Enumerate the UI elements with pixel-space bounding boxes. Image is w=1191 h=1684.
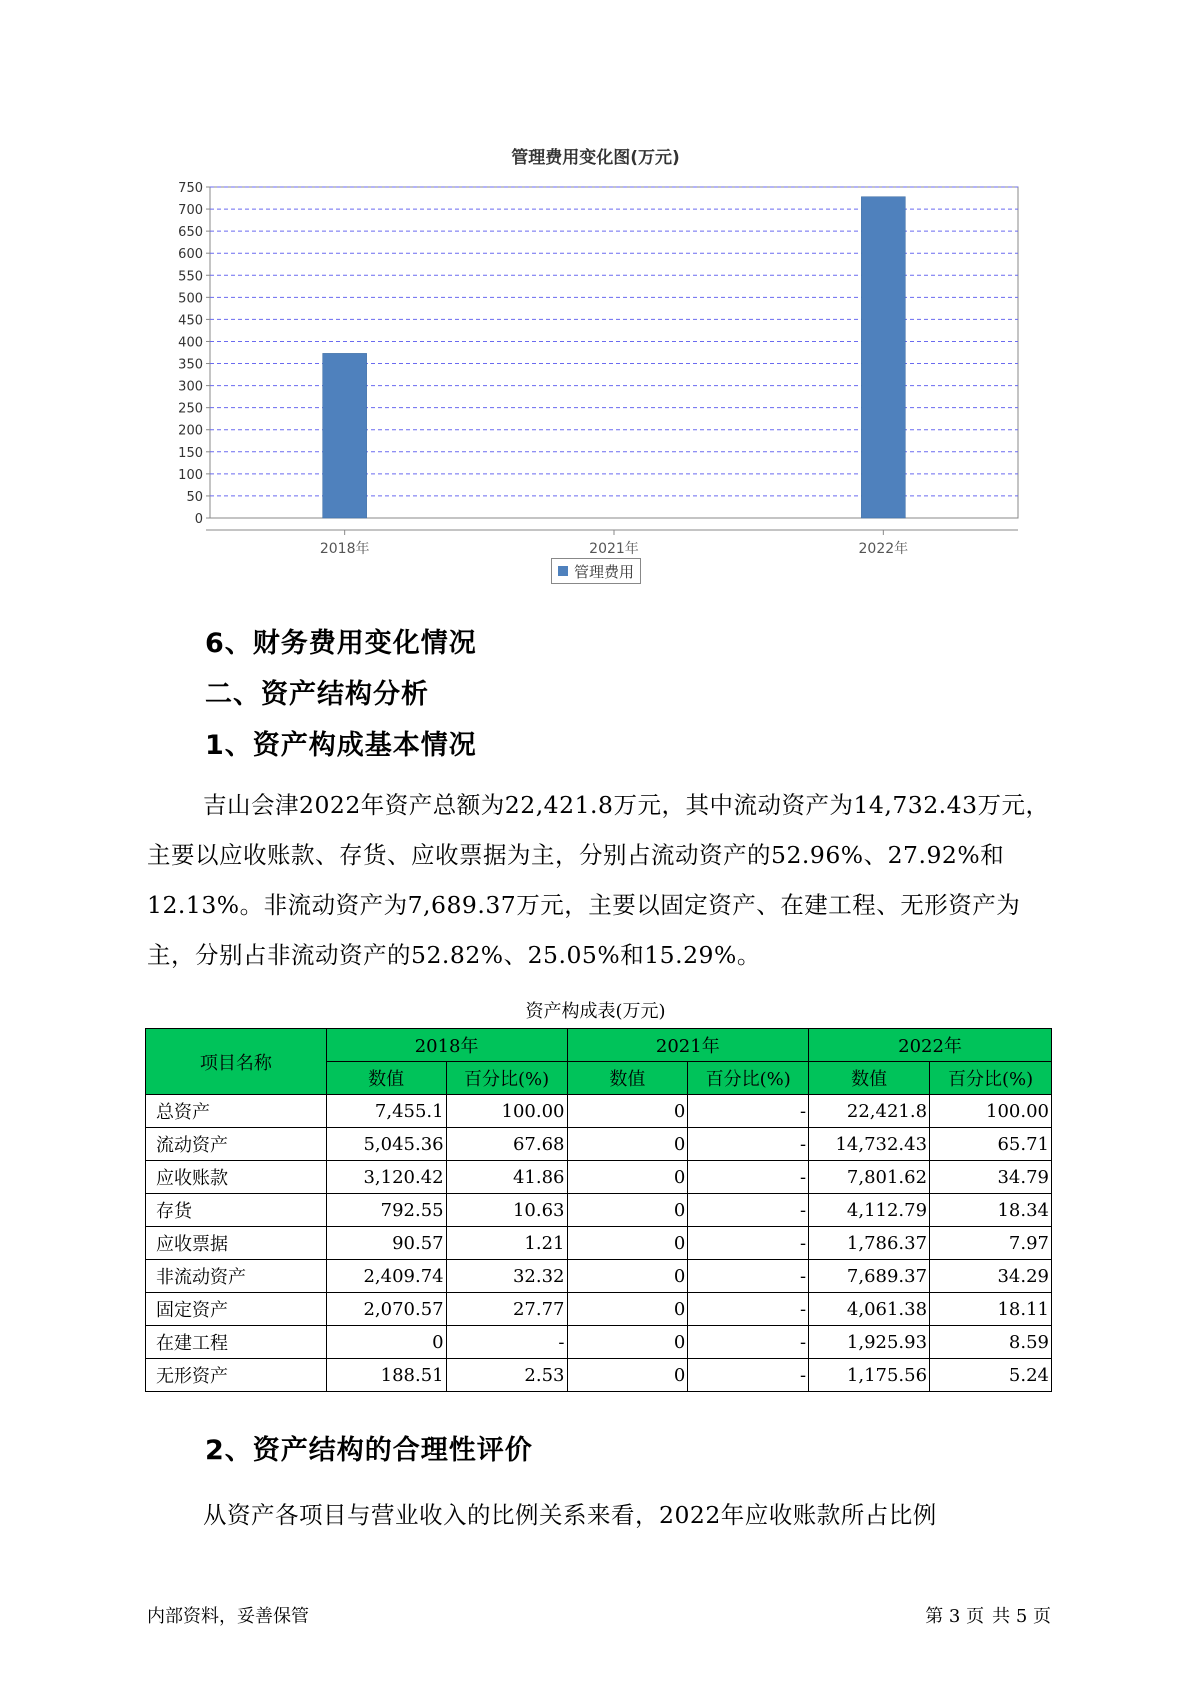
bar <box>861 197 905 518</box>
header-year: 2022年 <box>809 1029 1052 1062</box>
y-tick-label: 200 <box>178 423 203 439</box>
row-label: 存货 <box>146 1194 327 1227</box>
heading-asset-evaluation: 2、资产结构的合理性评价 <box>205 1435 533 1466</box>
y-tick-label: 400 <box>178 335 203 351</box>
cell-value: 0 <box>326 1326 446 1359</box>
cell-value: 1,925.93 <box>809 1326 930 1359</box>
cell-percent: 1.21 <box>446 1227 567 1260</box>
table-row <box>146 1359 1052 1392</box>
subheader-pct: 百分比(%) <box>688 1062 809 1095</box>
cell-value: 14,732.43 <box>809 1128 930 1161</box>
table-row <box>146 1227 1052 1260</box>
row-label: 流动资产 <box>146 1128 327 1161</box>
table-row <box>146 1128 1052 1161</box>
cell-value: 7,689.37 <box>809 1260 930 1293</box>
y-tick-label: 650 <box>178 225 203 241</box>
cell-value: 1,175.56 <box>809 1359 930 1392</box>
y-tick-label: 500 <box>178 291 203 307</box>
cell-value: 7,801.62 <box>809 1161 930 1194</box>
cell-percent: 7.97 <box>930 1227 1052 1260</box>
cell-percent: - <box>688 1161 809 1194</box>
cell-percent: - <box>446 1326 567 1359</box>
table-row <box>146 1293 1052 1326</box>
cell-value: 0 <box>567 1260 688 1293</box>
cell-percent: 34.79 <box>930 1161 1052 1194</box>
cell-percent: 32.32 <box>446 1260 567 1293</box>
cell-value: 5,045.36 <box>326 1128 446 1161</box>
table-row <box>146 1326 1052 1359</box>
cell-value: 0 <box>567 1326 688 1359</box>
cell-percent: - <box>688 1227 809 1260</box>
subheader-pct: 百分比(%) <box>930 1062 1052 1095</box>
paragraph-asset-summary: 吉山会津2022年资产总额为22,421.8万元，其中流动资产为14,732.43万元，主要以应收账款、存货、应收票据为主，分别占流动资产的52.96%、27.92%和12.13%。非流动资产为7,689.37万元，主要以固定资产、在建工程、无形资产为主，分别占非流动资产的52.82%、25.05%和15.29%。 <box>147 791 1050 969</box>
cell-value: 1,786.37 <box>809 1227 930 1260</box>
legend-label: 管理费用 <box>574 562 635 581</box>
row-label: 在建工程 <box>146 1326 327 1359</box>
paragraph-evaluation: 从资产各项目与营业收入的比例关系来看，2022年应收账款所占比例 <box>203 1501 937 1529</box>
subheader-value: 数值 <box>567 1062 688 1095</box>
heading-asset-structure: 二、资产结构分析 <box>205 679 429 710</box>
y-tick-label: 250 <box>178 401 203 417</box>
table-row <box>146 1194 1052 1227</box>
cell-value: 0 <box>567 1095 688 1128</box>
cell-percent: 34.29 <box>930 1260 1052 1293</box>
y-tick-label: 600 <box>178 247 203 263</box>
bar-chart <box>0 0 1191 600</box>
footer-page-info <box>925 1602 1051 1628</box>
y-tick-label: 700 <box>178 203 203 219</box>
cell-value: 0 <box>567 1359 688 1392</box>
cell-percent: 18.34 <box>930 1194 1052 1227</box>
y-tick-label: 450 <box>178 313 203 329</box>
cell-percent: - <box>688 1326 809 1359</box>
chart-title: 管理费用变化图(万元) <box>511 148 680 168</box>
cell-value: 22,421.8 <box>809 1095 930 1128</box>
y-tick-label: 150 <box>178 445 203 461</box>
cell-percent: 65.71 <box>930 1128 1052 1161</box>
table-caption: 资产构成表(万元) <box>525 1001 666 1022</box>
y-tick-label: 50 <box>186 489 203 505</box>
cell-percent: 41.86 <box>446 1161 567 1194</box>
cell-percent: 27.77 <box>446 1293 567 1326</box>
cell-value: 4,061.38 <box>809 1293 930 1326</box>
cell-value: 792.55 <box>326 1194 446 1227</box>
y-tick-label: 550 <box>178 269 203 285</box>
cell-value: 90.57 <box>326 1227 446 1260</box>
row-label: 总资产 <box>146 1095 327 1128</box>
cell-percent: 2.53 <box>446 1359 567 1392</box>
cell-value: 4,112.79 <box>809 1194 930 1227</box>
cell-value: 0 <box>567 1227 688 1260</box>
x-tick-label: 2022年 <box>858 541 909 557</box>
subheader-pct: 百分比(%) <box>446 1062 567 1095</box>
y-tick-label: 100 <box>178 467 203 483</box>
cell-percent: - <box>688 1128 809 1161</box>
heading-asset-composition: 1、资产构成基本情况 <box>205 730 477 761</box>
row-label: 非流动资产 <box>146 1260 327 1293</box>
cell-value: 2,409.74 <box>326 1260 446 1293</box>
footer-confidential: 内部资料，妥善保管 <box>147 1606 309 1627</box>
bar <box>323 353 367 518</box>
cell-percent: - <box>688 1359 809 1392</box>
subheader-value: 数值 <box>326 1062 446 1095</box>
cell-value: 2,070.57 <box>326 1293 446 1326</box>
table-row <box>146 1260 1052 1293</box>
heading-financial-expense: 6、财务费用变化情况 <box>205 628 477 659</box>
cell-percent: - <box>688 1095 809 1128</box>
cell-value: 0 <box>567 1128 688 1161</box>
y-tick-label: 0 <box>194 512 203 527</box>
row-label: 固定资产 <box>146 1293 327 1326</box>
table-row <box>146 1095 1052 1128</box>
cell-value: 0 <box>567 1161 688 1194</box>
subheader-value: 数值 <box>809 1062 930 1095</box>
y-tick-label: 300 <box>178 379 203 395</box>
cell-percent: 5.24 <box>930 1359 1052 1392</box>
cell-percent: 67.68 <box>446 1128 567 1161</box>
footer-page-total: 共 5 页 <box>992 1606 1051 1627</box>
cell-percent: - <box>688 1293 809 1326</box>
cell-value: 0 <box>567 1194 688 1227</box>
header-item-name: 项目名称 <box>146 1029 327 1095</box>
legend-swatch <box>558 566 568 576</box>
cell-value: 7,455.1 <box>326 1095 446 1128</box>
row-label: 无形资产 <box>146 1359 327 1392</box>
x-tick-label: 2021年 <box>589 541 639 557</box>
cell-percent: 8.59 <box>930 1326 1052 1359</box>
header-year: 2021年 <box>567 1029 809 1062</box>
cell-percent: 18.11 <box>930 1293 1052 1326</box>
cell-percent: - <box>688 1194 809 1227</box>
cell-value: 3,120.42 <box>326 1161 446 1194</box>
cell-percent: 100.00 <box>446 1095 567 1128</box>
footer-page-number: 第 3 页 <box>925 1606 985 1627</box>
cell-percent: 10.63 <box>446 1194 567 1227</box>
header-year: 2018年 <box>326 1029 567 1062</box>
x-tick-label: 2018年 <box>319 541 370 557</box>
y-tick-label: 750 <box>178 181 203 196</box>
cell-percent: 100.00 <box>930 1095 1052 1128</box>
table-row <box>146 1161 1052 1194</box>
row-label: 应收票据 <box>146 1227 327 1260</box>
chart-legend <box>551 558 641 584</box>
row-label: 应收账款 <box>146 1161 327 1194</box>
table-header-row <box>146 1029 1052 1062</box>
cell-value: 0 <box>567 1293 688 1326</box>
asset-composition-table <box>145 1028 1052 1392</box>
y-tick-label: 350 <box>178 357 203 373</box>
cell-value: 188.51 <box>326 1359 446 1392</box>
cell-percent: - <box>688 1260 809 1293</box>
